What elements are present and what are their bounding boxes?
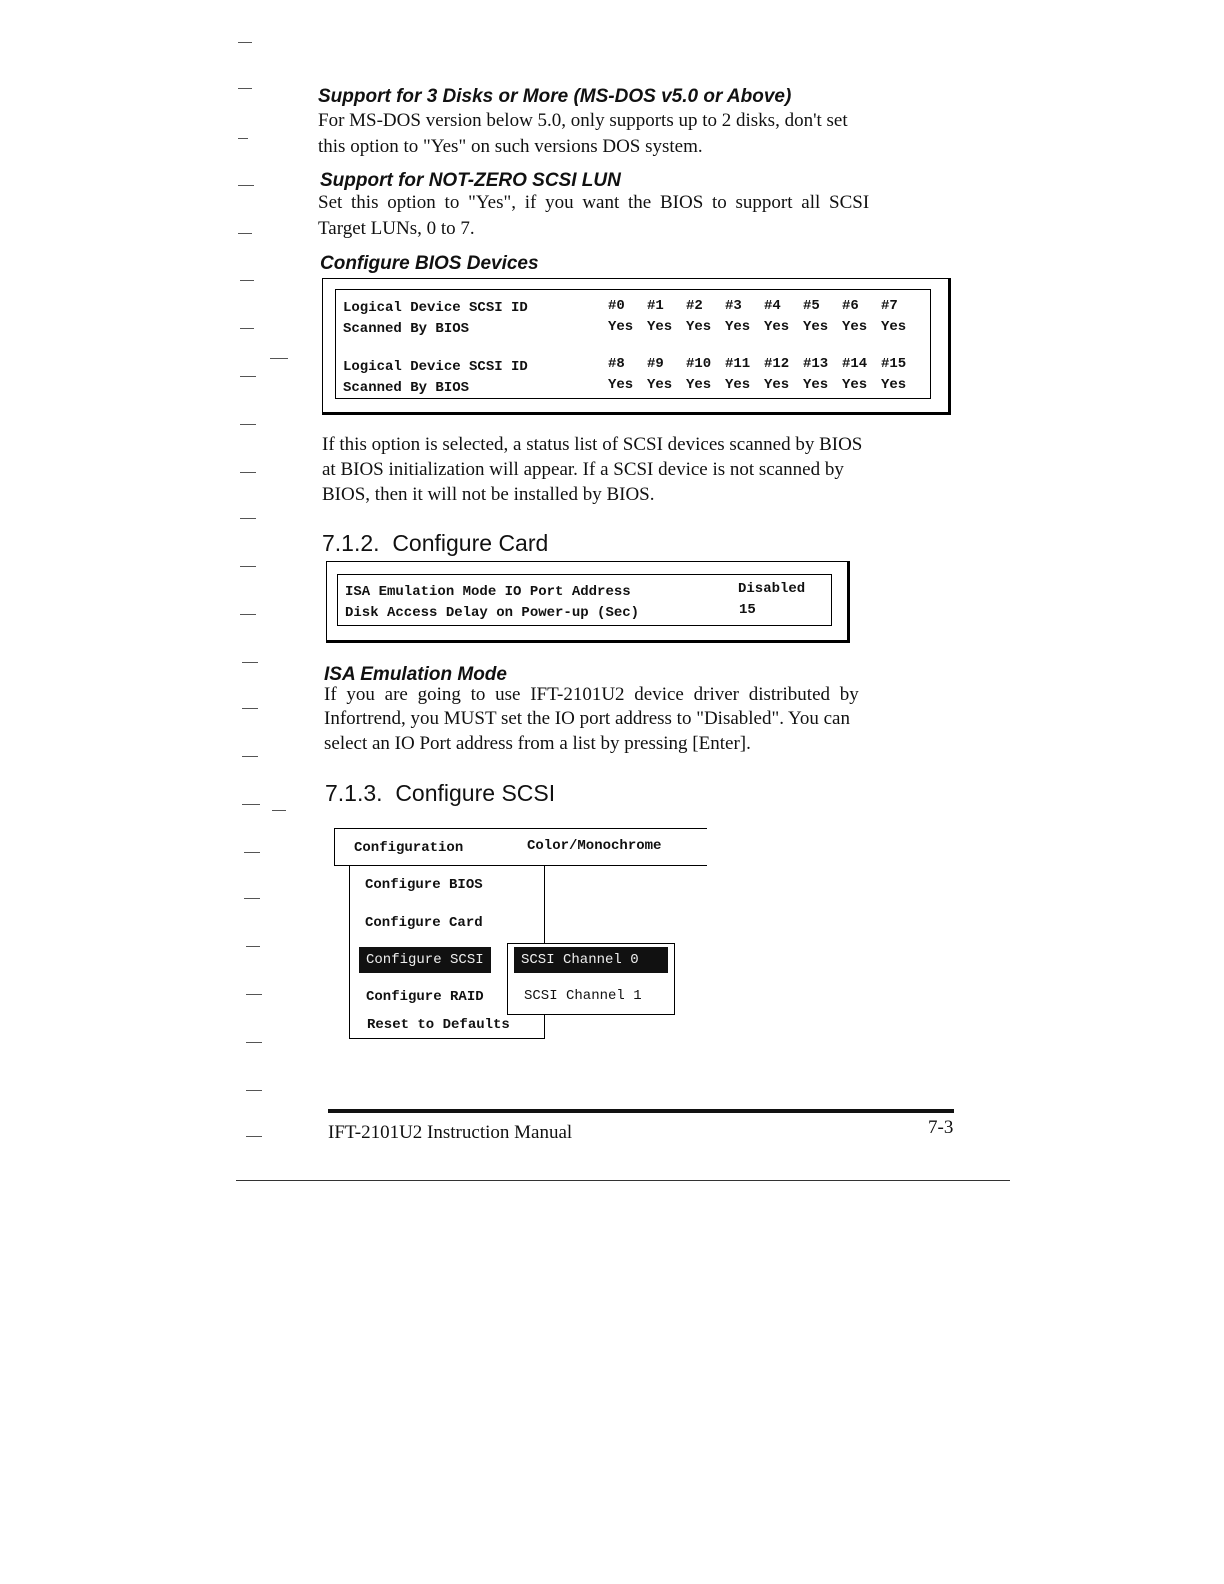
bios-row3-label: Logical Device SCSI ID — [343, 359, 528, 375]
disks-heading: Support for 3 Disks or More (MS-DOS v5.0 or Above) — [318, 86, 792, 107]
bios-row3-id-15: #15 — [881, 356, 907, 372]
bios-row2-val-1: Yes — [647, 319, 673, 335]
lun-heading: Support for NOT-ZERO SCSI LUN — [320, 170, 621, 191]
bios-row3-id-12: #12 — [764, 356, 790, 372]
menu-item-configure-card[interactable]: Configure Card — [365, 915, 483, 931]
bios-devices-text-line3: BIOS, then it will not be installed by BIOS. — [322, 484, 655, 505]
isa-text-line2: Infortrend, you MUST set the IO port address to "Disabled". You can — [324, 708, 850, 729]
scsi-section-heading: 7.1.3. Configure SCSI — [325, 780, 556, 806]
page-bottom-rule — [236, 1180, 1010, 1181]
bios-row2-label: Scanned By BIOS — [343, 321, 470, 337]
bios-row4-val-1: Yes — [647, 377, 673, 393]
bios-row3-id-9: #9 — [647, 356, 664, 372]
card-row1-value: Disabled — [738, 581, 806, 597]
bios-row2-val-7: Yes — [881, 319, 907, 335]
menu-bar-configuration[interactable]: Configuration — [354, 840, 464, 856]
menu-item-reset-defaults[interactable]: Reset to Defaults — [367, 1017, 510, 1033]
menu-item-configure-raid[interactable]: Configure RAID — [366, 989, 484, 1005]
bios-row2-val-0: Yes — [608, 319, 634, 335]
bios-row1-id-7: #7 — [881, 298, 898, 314]
card-row1-label: ISA Emulation Mode IO Port Address — [345, 584, 631, 600]
isa-heading: ISA Emulation Mode — [324, 664, 507, 685]
bios-row4-label: Scanned By BIOS — [343, 380, 470, 396]
card-table — [337, 574, 832, 626]
bios-row3-id-13: #13 — [803, 356, 829, 372]
bios-devices-table — [335, 289, 931, 399]
bios-row1-id-6: #6 — [842, 298, 859, 314]
bios-row2-val-4: Yes — [764, 319, 790, 335]
card-section-heading: 7.1.2. Configure Card — [322, 530, 549, 556]
bios-row3-id-11: #11 — [725, 356, 751, 372]
bios-row4-val-5: Yes — [803, 377, 829, 393]
disks-text-line1: For MS-DOS version below 5.0, only supports up to 2 disks, don't set — [318, 110, 848, 131]
submenu-scsi-channel-0[interactable]: SCSI Channel 0 — [514, 947, 668, 973]
bios-row4-val-3: Yes — [725, 377, 751, 393]
bios-row1-id-2: #2 — [686, 298, 703, 314]
menu-bar — [334, 828, 707, 866]
card-row2-label: Disk Access Delay on Power-up (Sec) — [345, 605, 640, 621]
bios-row3-id-10: #10 — [686, 356, 712, 372]
footer-rule — [328, 1109, 954, 1113]
bios-devices-heading: Configure BIOS Devices — [320, 253, 539, 274]
card-row2-value: 15 — [739, 602, 756, 618]
isa-text-line1: If you are going to use IFT-2101U2 device driver distributed by — [324, 684, 859, 705]
lun-text-line1: Set this option to "Yes", if you want the BIOS to support all SCSI — [318, 192, 870, 213]
bios-devices-text-line2: at BIOS initialization will appear. If a SCSI device is not scanned by — [322, 459, 844, 480]
lun-text-line2: Target LUNs, 0 to 7. — [318, 218, 475, 239]
isa-text-line3: select an IO Port address from a list by pressing [Enter]. — [324, 733, 751, 754]
scsi-channel-submenu — [507, 943, 675, 1015]
bios-row1-label: Logical Device SCSI ID — [343, 300, 528, 316]
bios-row3-id-14: #14 — [842, 356, 868, 372]
menu-item-configure-bios[interactable]: Configure BIOS — [365, 877, 483, 893]
bios-row4-val-4: Yes — [764, 377, 790, 393]
bios-devices-text-line1: If this option is selected, a status list of SCSI devices scanned by BIOS — [322, 434, 863, 455]
disks-text-line2: this option to "Yes" on such versions DOS system. — [318, 136, 703, 157]
menu-bar-color-monochrome[interactable]: Color/Monochrome — [527, 838, 662, 854]
bios-row4-val-2: Yes — [686, 377, 712, 393]
submenu-scsi-channel-1[interactable]: SCSI Channel 1 — [524, 988, 642, 1004]
bios-row1-id-1: #1 — [647, 298, 664, 314]
footer-title: IFT-2101U2 Instruction Manual — [328, 1122, 573, 1143]
bios-row2-val-2: Yes — [686, 319, 712, 335]
menu-item-configure-scsi[interactable]: Configure SCSI — [359, 947, 491, 973]
bios-row3-id-8: #8 — [608, 356, 625, 372]
bios-row1-id-5: #5 — [803, 298, 820, 314]
bios-row2-val-3: Yes — [725, 319, 751, 335]
bios-row4-val-7: Yes — [881, 377, 907, 393]
bios-row1-id-3: #3 — [725, 298, 742, 314]
bios-row1-id-4: #4 — [764, 298, 781, 314]
bios-row1-id-0: #0 — [608, 298, 625, 314]
footer-page-number: 7-3 — [928, 1117, 954, 1138]
bios-row4-val-6: Yes — [842, 377, 868, 393]
bios-row4-val-0: Yes — [608, 377, 634, 393]
bios-row2-val-6: Yes — [842, 319, 868, 335]
bios-row2-val-5: Yes — [803, 319, 829, 335]
